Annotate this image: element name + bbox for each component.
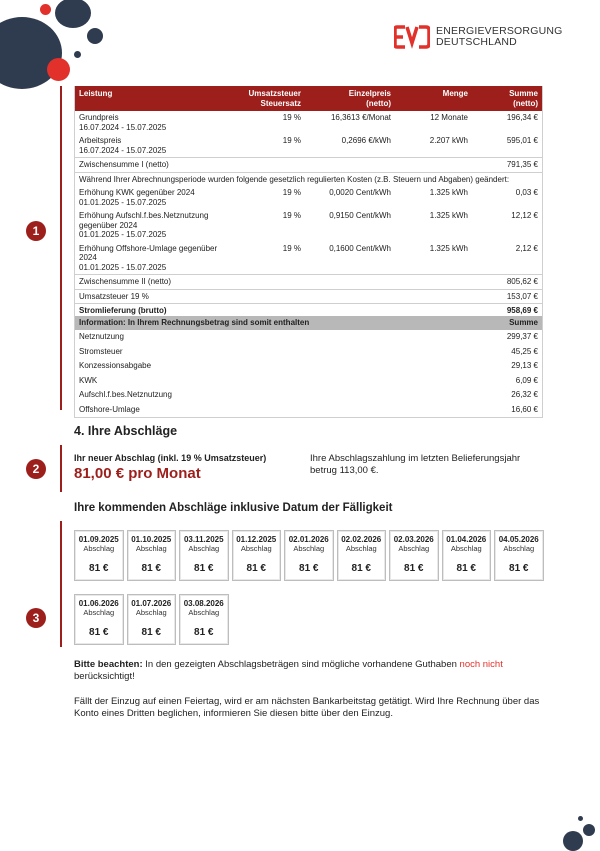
installment-card: 01.10.2025 Abschlag 81 € (127, 530, 177, 581)
decorative-dot (74, 51, 81, 58)
info-table-header: Information: In Ihrem Rechnungsbetrag sind somit enthalten Summe (75, 316, 542, 330)
subtotal-1-row: Zwischensumme I (netto) 791,35 € (75, 158, 542, 173)
table-row: Arbeitspreis 16.07.2024 - 15.07.2025 19 % 0,2696 €/kWh 2.207 kWh 595,01 € (79, 136, 538, 155)
credit-notice: Bitte beachten: In den gezeigten Abschlagsbeträgen sind mögliche vorhandene Guthaben noch nicht berücksichtigt! (74, 659, 503, 682)
section-2-bar (60, 445, 62, 492)
col-total: Summe (netto) (472, 86, 542, 111)
evd-logo-icon (394, 25, 430, 49)
highlight-not-yet: noch nicht (459, 659, 503, 670)
installment-card: 01.09.2025 Abschlag 81 € (74, 530, 124, 581)
decorative-dot (583, 824, 595, 836)
change-notice-row: Während Ihrer Abrechnungsperiode wurden folgende gesetzlich regulierten Kosten (z.B. Steuern und Abgaben) geändert: (75, 172, 542, 186)
col-unit-price: Einzelpreis (netto) (305, 86, 395, 111)
installment-card: 02.01.2026 Abschlag 81 € (284, 530, 334, 581)
gross-total-row: Stromlieferung (brutto) 958,69 € (75, 304, 542, 318)
new-installment-label: Ihr neuer Abschlag (inkl. 19 % Umsatzsteuer) (74, 453, 267, 463)
installment-card: 02.02.2026 Abschlag 81 € (337, 530, 387, 581)
vat-row: Umsatzsteuer 19 % 153,07 € (75, 289, 542, 304)
billing-table (74, 86, 543, 319)
table-row: Offshore-Umlage 16,60 € (79, 404, 538, 414)
col-vat: Umsatzsteuer Steuersatz (235, 86, 305, 111)
installment-card: 02.03.2026 Abschlag 81 € (389, 530, 439, 581)
holiday-notice: Fällt der Einzug auf einen Feiertag, wird er am nächsten Bankarbeitstag getätigt. Wird Ihre Rechnung über das Konto eines Dritten beglichen, informieren Sie diesen bitte über den Einzug. (74, 696, 540, 719)
table-row: Erhöhung KWK gegenüber 2024 01.01.2025 - 15.07.2025 19 % 0,0020 Cent/kWh 1.325 kWh 0,03 € (79, 188, 538, 207)
section-title: 4. Ihre Abschläge (74, 424, 178, 438)
decorative-dot (47, 58, 70, 81)
brand-name-line2: DEUTSCHLAND (436, 36, 517, 48)
last-year-installment-text: Ihre Abschlagszahlung im letzten Belieferungsjahr betrug 113,00 €. (310, 453, 521, 476)
billing-table-header (75, 86, 542, 111)
installment-card: 01.04.2026 Abschlag 81 € (442, 530, 492, 581)
table-row: Erhöhung Offshore-Umlage gegenüber 2024 01.01.2025 - 15.07.2025 19 % 0,1600 Cent/kWh 1.325 kWh 2,12 € (79, 243, 538, 272)
brand-name-line1: ENERGIEVERSORGUNG (436, 25, 563, 37)
decorative-dot (578, 816, 583, 821)
section-3-bar (60, 521, 62, 647)
installment-card: 03.08.2026 Abschlag 81 € (179, 594, 229, 645)
section-badge-1: 1 (26, 221, 46, 241)
decorative-dot (55, 0, 91, 28)
info-table (74, 316, 543, 418)
col-quantity: Menge (395, 86, 472, 111)
installment-card: 01.12.2025 Abschlag 81 € (232, 530, 282, 581)
installment-cards-row-2 (74, 594, 544, 645)
table-row: Erhöhung Aufschl.f.bes.Netznutzung gegenüber 2024 01.01.2025 - 15.07.2025 19 % 0,9150 Cent/kWh 1.325 kWh 12,12 € (79, 211, 538, 239)
table-row: Konzessionsabgabe 29,13 € (79, 361, 538, 370)
installment-card: 04.05.2026 Abschlag 81 € (494, 530, 544, 581)
table-row: Aufschl.f.bes.Netznutzung 26,32 € (79, 390, 538, 399)
table-row: Grundpreis 16.07.2024 - 15.07.2025 19 % 16,3613 €/Monat 12 Monate 196,34 € (79, 113, 538, 132)
table-row: Stromsteuer 45,25 € (79, 346, 538, 356)
decorative-dot (87, 28, 103, 44)
subtotal-2-row: Zwischensumme II (netto) 805,62 € (75, 275, 542, 290)
section-1-bar (60, 86, 62, 410)
decorative-dot (40, 4, 51, 15)
company-logo (394, 25, 563, 49)
upcoming-installments-title: Ihre kommenden Abschläge inklusive Datum der Fälligkeit (74, 502, 393, 514)
table-row: KWK 6,09 € (79, 375, 538, 385)
installment-cards-row-1 (74, 530, 544, 581)
section-badge-2: 2 (26, 459, 46, 479)
new-installment-amount: 81,00 € pro Monat (74, 465, 201, 482)
installment-card: 03.11.2025 Abschlag 81 € (179, 530, 229, 581)
section-badge-3: 3 (26, 608, 46, 628)
installment-card: 01.07.2026 Abschlag 81 € (127, 594, 177, 645)
installment-card: 01.06.2026 Abschlag 81 € (74, 594, 124, 645)
col-service: Leistung (75, 86, 235, 111)
table-row: Netznutzung 299,37 € (79, 332, 538, 341)
decorative-dot (563, 831, 583, 851)
